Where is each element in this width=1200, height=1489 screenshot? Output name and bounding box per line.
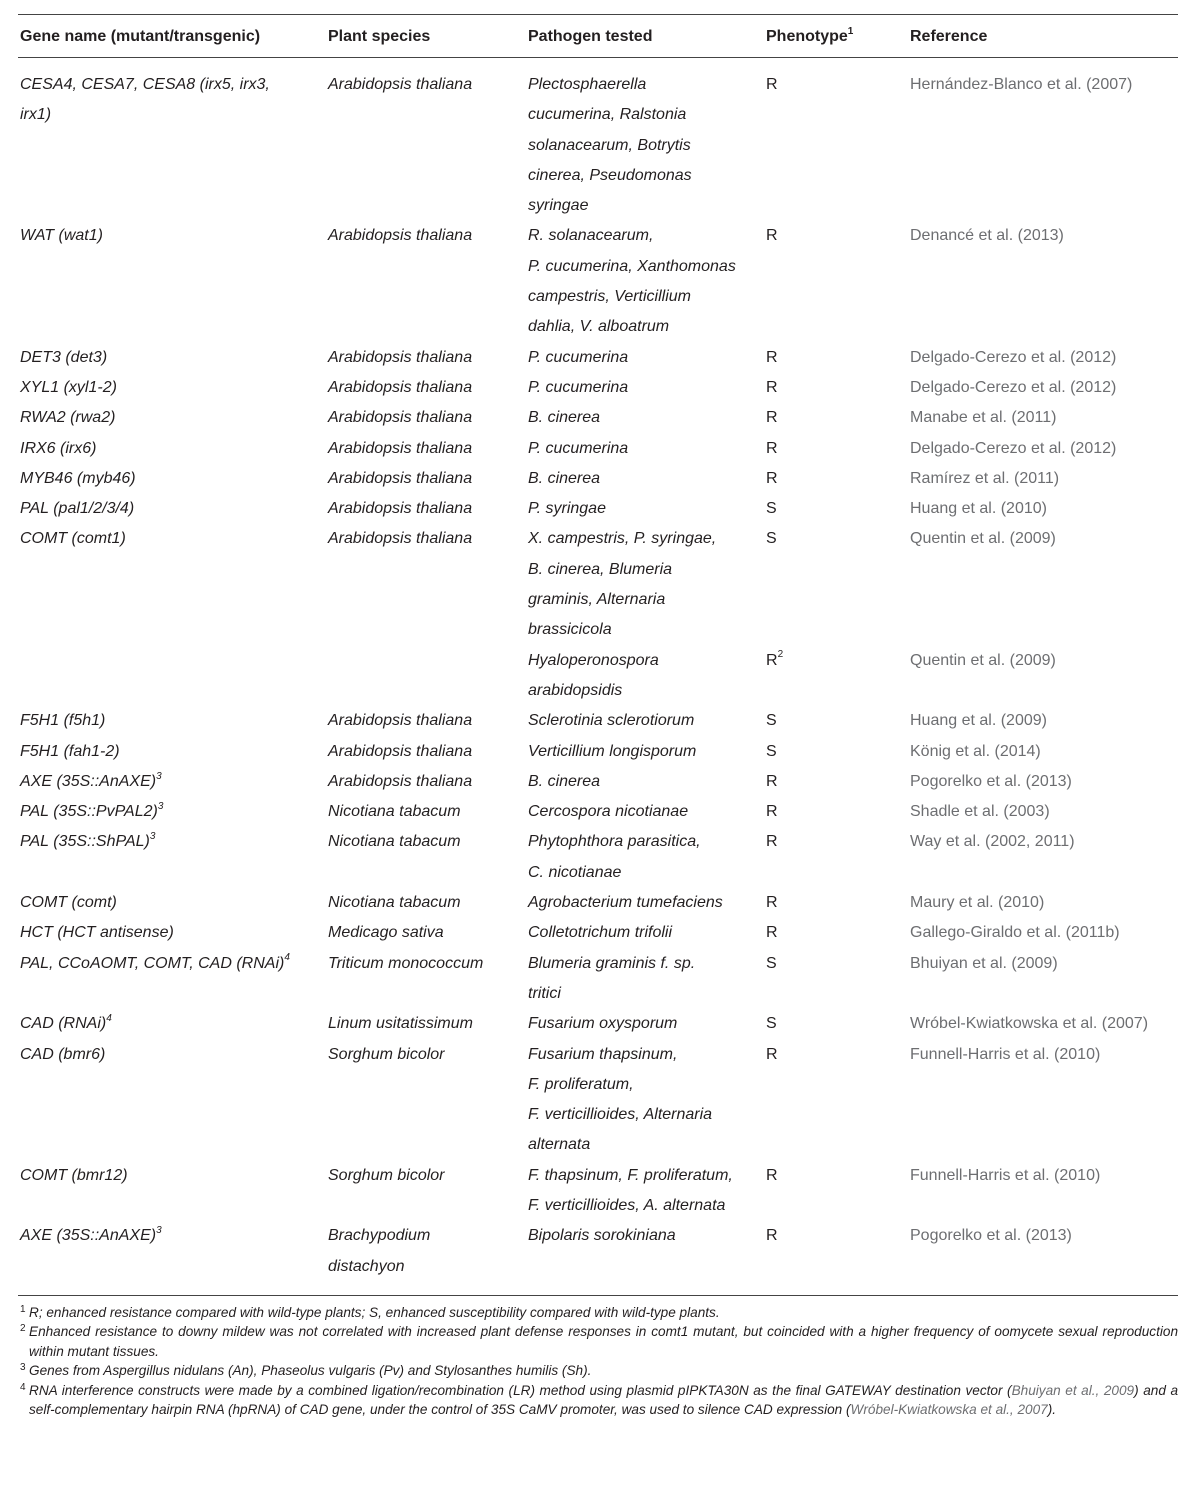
cell-gene	[18, 737, 326, 767]
gene-name: AXE (35S::AnAXE)	[20, 1227, 157, 1245]
footnote-text-cont: ) and a self-complementary hairpin RNA (hpRNA) of CAD gene, under the control of 35S CaMV promoter, was used to silence CAD expression (	[29, 1382, 1179, 1417]
phenotype-value: R	[766, 378, 778, 396]
header-pathogen: Pathogen tested	[526, 15, 764, 58]
pathogen-line: graminis, Alternaria	[528, 591, 666, 609]
gene-name: F5H1 (f5h1)	[20, 712, 106, 730]
cell-gene	[18, 1161, 326, 1222]
table-row	[18, 797, 1178, 827]
phenotype-value: R	[766, 894, 778, 912]
gene-table	[18, 15, 1178, 1282]
pathogen-line: F. verticillioides, A. alternata	[528, 1196, 726, 1214]
phenotype-value: R	[766, 924, 778, 942]
table-container	[18, 14, 1178, 1419]
cell-gene	[18, 1040, 326, 1161]
cell-gene	[18, 524, 326, 645]
phenotype-value: S	[766, 742, 777, 760]
footnote-citation[interactable]: Bhuiyan et al., 2009	[1011, 1382, 1135, 1398]
pathogen-line: alternata	[528, 1136, 591, 1154]
cell-phenotype	[764, 767, 908, 797]
gene-name: CAD (bmr6)	[20, 1045, 106, 1063]
species-name-cont: distachyon	[328, 1257, 405, 1275]
cell-reference[interactable]: Hernández-Blanco et al. (2007)	[910, 76, 1133, 93]
cell-gene	[18, 767, 326, 797]
cell-pathogen	[526, 888, 764, 918]
cell-reference[interactable]: Ramírez et al. (2011)	[910, 469, 1060, 487]
species-name: Arabidopsis thaliana	[328, 530, 473, 548]
gene-name: RWA2 (rwa2)	[20, 409, 116, 427]
gene-name: CESA4, CESA7, CESA8 (irx5, irx3,	[20, 76, 270, 93]
footnote	[20, 1303, 1178, 1322]
phenotype-value: S	[766, 530, 777, 548]
pathogen-line: F. thapsinum, F. proliferatum,	[528, 1166, 733, 1184]
table-row	[18, 706, 1178, 736]
table-row	[18, 343, 1178, 373]
pathogen-line: tritici	[528, 984, 561, 1002]
cell-pathogen	[526, 494, 764, 524]
pathogen-line: B. cinerea, Blumeria	[528, 560, 673, 578]
cell-reference[interactable]: Quentin et al. (2009)	[910, 530, 1056, 548]
cell-species	[326, 221, 526, 342]
cell-reference[interactable]: Maury et al. (2010)	[910, 894, 1045, 912]
table-row	[18, 58, 1178, 222]
cell-gene	[18, 343, 326, 373]
footnote-number: 1	[20, 1303, 26, 1315]
cell-reference[interactable]: Delgado-Cerezo et al. (2012)	[910, 348, 1117, 366]
gene-name: COMT (bmr12)	[20, 1166, 128, 1184]
pathogen-line: dahlia, V. alboatrum	[528, 318, 670, 336]
cell-phenotype	[764, 918, 908, 948]
cell-pathogen	[526, 646, 764, 707]
table-row	[18, 1161, 1178, 1222]
table-row	[18, 373, 1178, 403]
cell-pathogen	[526, 737, 764, 767]
cell-phenotype	[764, 646, 908, 707]
pathogen-line: P. syringae	[528, 500, 606, 518]
table-row	[18, 827, 1178, 888]
gene-footnote-ref: 4	[106, 1012, 112, 1024]
cell-species	[326, 494, 526, 524]
table-row	[18, 888, 1178, 918]
cell-species	[326, 434, 526, 464]
species-name: Arabidopsis thaliana	[328, 469, 473, 487]
cell-gene	[18, 888, 326, 918]
gene-name: CAD (RNAi)	[20, 1015, 107, 1033]
footnote-text: R; enhanced resistance compared with wild-type plants; S, enhanced susceptibility compared with wild-type plants.	[29, 1304, 720, 1320]
cell-reference[interactable]: Way et al. (2002, 2011)	[910, 833, 1075, 851]
cell-phenotype	[764, 706, 908, 736]
cell-pathogen	[526, 949, 764, 1010]
table-row	[18, 1221, 1178, 1282]
header-phenotype-label: Phenotype	[766, 28, 848, 45]
cell-pathogen	[526, 343, 764, 373]
gene-name: COMT (comt)	[20, 894, 117, 912]
table-row	[18, 494, 1178, 524]
cell-reference[interactable]: Shadle et al. (2003)	[910, 803, 1050, 821]
table-row	[18, 464, 1178, 494]
species-name: Nicotiana tabacum	[328, 833, 461, 851]
cell-species	[326, 343, 526, 373]
cell-species	[326, 767, 526, 797]
cell-phenotype	[764, 373, 908, 403]
header-row	[18, 15, 1178, 58]
gene-footnote-ref: 3	[156, 770, 162, 782]
table-row	[18, 737, 1178, 767]
cell-phenotype	[764, 827, 908, 888]
cell-reference[interactable]: Denancé et al. (2013)	[910, 227, 1064, 245]
phenotype-value: R	[766, 409, 778, 427]
footnote-number: 3	[20, 1362, 26, 1374]
pathogen-line: C. nicotianae	[528, 863, 622, 881]
phenotype-footnote-ref: 2	[777, 649, 784, 661]
cell-gene	[18, 434, 326, 464]
footnote-text: Genes from Aspergillus nidulans (An), Phaseolus vulgaris (Pv) and Stylosanthes humilis (Sh).	[29, 1363, 592, 1379]
cell-species	[326, 1040, 526, 1161]
species-name: Arabidopsis thaliana	[328, 378, 473, 396]
phenotype-value: S	[766, 1015, 777, 1033]
pathogen-line: B. cinerea	[528, 409, 601, 427]
footnote	[20, 1381, 1178, 1420]
cell-phenotype	[764, 464, 908, 494]
gene-footnote-ref: 4	[284, 952, 290, 964]
cell-species	[326, 918, 526, 948]
cell-reference[interactable]: Funnell-Harris et al. (2010)	[910, 1045, 1101, 1063]
cell-phenotype	[764, 949, 908, 1010]
gene-name: WAT (wat1)	[20, 227, 103, 245]
cell-phenotype	[764, 1009, 908, 1039]
cell-reference[interactable]: Huang et al. (2009)	[910, 712, 1047, 730]
cell-reference[interactable]: Gallego-Giraldo et al. (2011b)	[910, 924, 1120, 942]
cell-phenotype	[764, 888, 908, 918]
pathogen-line: Plectosphaerella	[528, 76, 647, 93]
cell-pathogen	[526, 403, 764, 433]
table-row	[18, 646, 1178, 707]
species-name: Brachypodium	[328, 1227, 431, 1245]
cell-reference[interactable]: Manabe et al. (2011)	[910, 409, 1057, 427]
cell-phenotype	[764, 1040, 908, 1161]
cell-pathogen	[526, 1009, 764, 1039]
gene-name: COMT (comt1)	[20, 530, 126, 548]
phenotype-value: R	[766, 772, 778, 790]
cell-gene	[18, 949, 326, 1010]
pathogen-line: Cercospora nicotianae	[528, 803, 689, 821]
gene-name: PAL (35S::PvPAL2)	[20, 803, 158, 821]
header-species: Plant species	[326, 15, 526, 58]
cell-pathogen	[526, 1040, 764, 1161]
cell-phenotype	[764, 434, 908, 464]
cell-pathogen	[526, 918, 764, 948]
pathogen-line: brassicicola	[528, 621, 612, 639]
cell-species	[326, 1221, 526, 1282]
species-name: Arabidopsis thaliana	[328, 772, 473, 790]
gene-name: DET3 (det3)	[20, 348, 108, 366]
species-name: Nicotiana tabacum	[328, 894, 461, 912]
cell-reference[interactable]: Pogorelko et al. (2013)	[910, 772, 1072, 790]
table-row	[18, 767, 1178, 797]
gene-footnote-ref: 3	[157, 800, 164, 812]
species-name: Medicago sativa	[328, 924, 444, 942]
phenotype-value: S	[766, 954, 777, 972]
bottom-rule	[18, 1295, 1178, 1296]
cell-gene	[18, 494, 326, 524]
pathogen-line: P. cucumerina	[528, 348, 629, 366]
cell-species	[326, 827, 526, 888]
cell-phenotype	[764, 524, 908, 645]
gene-name-cont: irx1)	[20, 106, 52, 124]
footnote-citation[interactable]: Wróbel-Kwiatkowska et al., 2007	[850, 1401, 1048, 1417]
cell-reference[interactable]: Huang et al. (2010)	[910, 500, 1047, 518]
phenotype-value: R	[766, 76, 778, 93]
header-phenotype	[764, 15, 908, 58]
species-name: Arabidopsis thaliana	[328, 742, 473, 760]
cell-gene	[18, 1009, 326, 1039]
cell-pathogen	[526, 373, 764, 403]
cell-species	[326, 706, 526, 736]
gene-name: F5H1 (fah1-2)	[20, 742, 120, 760]
table-row	[18, 524, 1178, 645]
phenotype-value: R	[766, 1227, 778, 1245]
table-row	[18, 434, 1178, 464]
gene-name: PAL, CCoAOMT, COMT, CAD (RNAi)	[20, 954, 285, 972]
footnote	[20, 1322, 1178, 1361]
cell-gene	[18, 646, 326, 707]
phenotype-value: R	[766, 348, 778, 366]
cell-species	[326, 1161, 526, 1222]
pathogen-line: Colletotrichum trifolii	[528, 924, 673, 942]
cell-pathogen	[526, 1221, 764, 1282]
cell-species	[326, 524, 526, 645]
cell-pathogen	[526, 827, 764, 888]
pathogen-line: Agrobacterium tumefaciens	[528, 894, 723, 912]
pathogen-line: Phytophthora parasitica,	[528, 833, 701, 851]
pathogen-line: syringae	[528, 197, 589, 215]
cell-gene	[18, 918, 326, 948]
species-name: Nicotiana tabacum	[328, 803, 461, 821]
pathogen-line: B. cinerea	[528, 469, 601, 487]
gene-name: PAL (35S::ShPAL)	[20, 833, 150, 851]
species-name: Arabidopsis thaliana	[328, 712, 473, 730]
gene-name: IRX6 (irx6)	[20, 439, 97, 457]
cell-pathogen	[526, 1161, 764, 1222]
cell-pathogen	[526, 767, 764, 797]
pathogen-line: campestris, Verticillium	[528, 288, 691, 306]
cell-reference[interactable]: Quentin et al. (2009)	[910, 651, 1056, 669]
phenotype-value: R	[766, 1045, 778, 1063]
cell-pathogen	[526, 58, 764, 222]
pathogen-line: R. solanacearum,	[528, 227, 654, 245]
species-name: Arabidopsis thaliana	[328, 348, 473, 366]
pathogen-line: Bipolaris sorokiniana	[528, 1227, 676, 1245]
pathogen-line: Fusarium thapsinum,	[528, 1045, 678, 1063]
phenotype-value: S	[766, 712, 777, 730]
cell-phenotype	[764, 343, 908, 373]
table-row	[18, 949, 1178, 1010]
gene-name: MYB46 (myb46)	[20, 469, 136, 487]
gene-name: PAL (pal1/2/3/4)	[20, 500, 135, 518]
species-name: Triticum monococcum	[328, 954, 484, 972]
pathogen-line: cucumerina, Ralstonia	[528, 106, 687, 124]
cell-gene	[18, 706, 326, 736]
cell-reference[interactable]: König et al. (2014)	[910, 742, 1041, 760]
cell-species	[326, 949, 526, 1010]
species-name: Arabidopsis thaliana	[328, 76, 473, 93]
species-name: Arabidopsis thaliana	[328, 500, 473, 518]
table-row	[18, 1040, 1178, 1161]
cell-phenotype	[764, 58, 908, 222]
phenotype-value: R	[766, 1166, 778, 1184]
cell-gene	[18, 403, 326, 433]
table-row	[18, 221, 1178, 342]
cell-species	[326, 58, 526, 222]
cell-reference[interactable]: Delgado-Cerezo et al. (2012)	[910, 439, 1117, 457]
table-row	[18, 403, 1178, 433]
cell-gene	[18, 797, 326, 827]
cell-reference[interactable]: Pogorelko et al. (2013)	[910, 1227, 1072, 1245]
cell-reference[interactable]: Delgado-Cerezo et al. (2012)	[910, 378, 1117, 396]
gene-footnote-ref: 3	[156, 1224, 162, 1236]
cell-pathogen	[526, 221, 764, 342]
header-gene: Gene name (mutant/transgenic)	[18, 15, 326, 58]
cell-reference[interactable]: Wróbel-Kwiatkowska et al. (2007)	[910, 1015, 1149, 1033]
pathogen-line: P. cucumerina, Xanthomonas	[528, 257, 736, 275]
pathogen-line: Sclerotinia sclerotiorum	[528, 712, 695, 730]
cell-phenotype	[764, 1221, 908, 1282]
footnote-text: RNA interference constructs were made by a combined ligation/recombination (LR) method using plasmid pIPKTA30N as the final GATEWAY destination vector (	[29, 1382, 1012, 1398]
cell-phenotype	[764, 221, 908, 342]
pathogen-line: solanacearum, Botrytis	[528, 136, 691, 154]
pathogen-line: F. verticillioides, Alternaria	[528, 1106, 713, 1124]
species-name: Sorghum bicolor	[328, 1045, 445, 1063]
cell-phenotype	[764, 1161, 908, 1222]
gene-footnote-ref: 3	[149, 831, 156, 843]
cell-species	[326, 373, 526, 403]
footnotes	[18, 1303, 1178, 1419]
cell-gene	[18, 373, 326, 403]
species-name: Arabidopsis thaliana	[328, 409, 473, 427]
gene-name: AXE (35S::AnAXE)	[20, 772, 157, 790]
cell-phenotype	[764, 797, 908, 827]
cell-species	[326, 1009, 526, 1039]
cell-reference[interactable]: Bhuiyan et al. (2009)	[910, 954, 1058, 972]
footnote-number: 4	[20, 1381, 26, 1393]
cell-species	[326, 403, 526, 433]
phenotype-value: S	[766, 500, 777, 518]
phenotype-value: R	[766, 651, 778, 669]
header-phenotype-sup: 1	[847, 25, 854, 37]
cell-phenotype	[764, 494, 908, 524]
footnote-text: Enhanced resistance to downy mildew was not correlated with increased plant defense responses in comt1 mutant, but coincided with a higher frequency of oomycete sexual reproduction within mutant tissues.	[29, 1324, 1178, 1359]
header-reference: Reference	[908, 15, 1178, 58]
cell-species	[326, 464, 526, 494]
species-name: Arabidopsis thaliana	[328, 227, 473, 245]
footnote-text-end: ).	[1047, 1401, 1057, 1417]
cell-phenotype	[764, 737, 908, 767]
cell-species	[326, 797, 526, 827]
cell-pathogen	[526, 434, 764, 464]
cell-species	[326, 737, 526, 767]
species-name: Linum usitatissimum	[328, 1015, 473, 1033]
pathogen-line: Blumeria graminis f. sp.	[528, 954, 696, 972]
phenotype-value: R	[766, 227, 778, 245]
pathogen-line: X. campestris, P. syringae,	[528, 530, 717, 548]
pathogen-line: Fusarium oxysporum	[528, 1015, 678, 1033]
pathogen-line: Verticillium longisporum	[528, 742, 697, 760]
phenotype-value: R	[766, 439, 778, 457]
cell-gene	[18, 58, 326, 222]
footnote-number: 2	[20, 1323, 26, 1335]
cell-species	[326, 888, 526, 918]
cell-pathogen	[526, 464, 764, 494]
table-row	[18, 1009, 1178, 1039]
gene-name: XYL1 (xyl1-2)	[20, 378, 117, 396]
cell-gene	[18, 221, 326, 342]
pathogen-line: P. cucumerina	[528, 439, 629, 457]
cell-pathogen	[526, 797, 764, 827]
cell-pathogen	[526, 706, 764, 736]
phenotype-value: R	[766, 833, 778, 851]
pathogen-line: Hyaloperonospora	[528, 651, 659, 669]
cell-gene	[18, 827, 326, 888]
cell-phenotype	[764, 403, 908, 433]
cell-species	[326, 646, 526, 707]
pathogen-line: P. cucumerina	[528, 378, 629, 396]
table-body	[18, 58, 1178, 1282]
cell-reference[interactable]: Funnell-Harris et al. (2010)	[910, 1166, 1101, 1184]
phenotype-value: R	[766, 803, 778, 821]
phenotype-value: R	[766, 469, 778, 487]
table-row	[18, 918, 1178, 948]
gene-name: HCT (HCT antisense)	[20, 924, 174, 942]
pathogen-line: arabidopsidis	[528, 681, 623, 699]
cell-gene	[18, 1221, 326, 1282]
cell-gene	[18, 464, 326, 494]
footnote	[20, 1361, 1178, 1380]
pathogen-line: B. cinerea	[528, 772, 601, 790]
species-name: Sorghum bicolor	[328, 1166, 445, 1184]
pathogen-line: cinerea, Pseudomonas	[528, 166, 692, 184]
pathogen-line: F. proliferatum,	[528, 1075, 634, 1093]
species-name: Arabidopsis thaliana	[328, 439, 473, 457]
cell-pathogen	[526, 524, 764, 645]
